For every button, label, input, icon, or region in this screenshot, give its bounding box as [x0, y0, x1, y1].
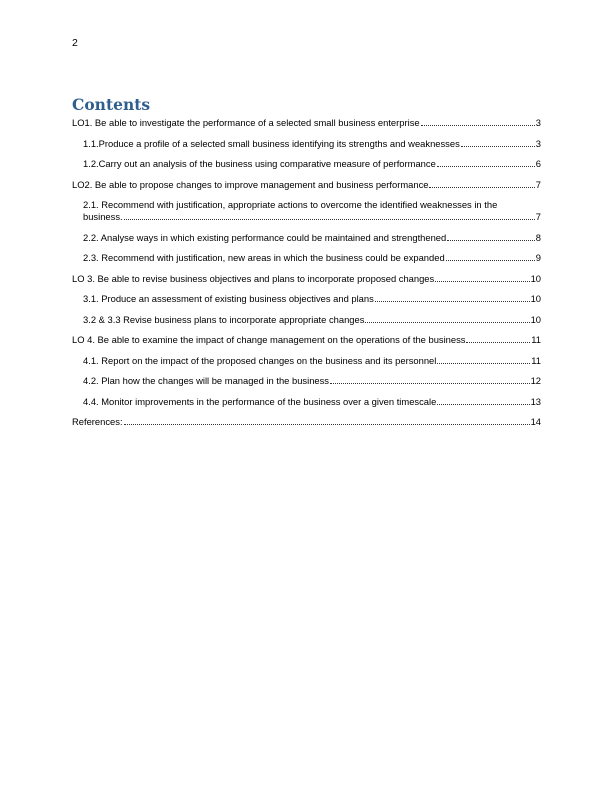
- toc-entry-text: LO2. Be able to propose changes to improve management and business performance: [72, 178, 429, 190]
- toc-entry-page: 7: [535, 178, 541, 190]
- toc-entry-page: 7: [535, 211, 541, 222]
- toc-entry-text: 2.3. Recommend with justification, new areas in which the business could be expanded: [83, 252, 445, 263]
- page-number: 2: [72, 37, 78, 49]
- leader-dots: [446, 259, 535, 261]
- toc-entry-lo1[interactable]: [72, 117, 541, 129]
- toc-entry-text: 4.1. Report on the impact of the proposed changes on the business and its personnel: [83, 354, 437, 366]
- leader-dots: [447, 239, 535, 241]
- toc-entry-page: 3: [535, 117, 541, 128]
- toc-entry-2-2[interactable]: [72, 232, 541, 244]
- toc-entry-text: LO1. Be able to investigate the performance of a selected small business enterprise: [72, 117, 420, 128]
- toc-entry-1-1[interactable]: [72, 138, 541, 150]
- toc-entry-page: 11: [531, 354, 541, 366]
- toc-entry-references[interactable]: [72, 416, 541, 428]
- toc-entry-page: 8: [535, 231, 541, 243]
- toc-entry-text: References:: [72, 416, 123, 427]
- toc-entry-4-4[interactable]: [72, 396, 541, 408]
- toc-entry-4-1[interactable]: [72, 355, 541, 367]
- toc-entry-text: 4.2. Plan how the changes will be managed in the business: [83, 375, 329, 386]
- toc-entry-2-1[interactable]: [72, 199, 541, 223]
- toc-entry-page: 13: [530, 395, 541, 407]
- leader-dots: [375, 300, 530, 302]
- leader-dots: [124, 218, 535, 220]
- leader-dots: [421, 124, 535, 126]
- leader-dots: [437, 362, 530, 364]
- leader-dots: [429, 186, 534, 188]
- toc-entry-page: 10: [530, 313, 541, 325]
- leader-dots: [365, 321, 529, 323]
- toc-entry-text: 2.2. Analyse ways in which existing performance could be maintained and strengthened: [83, 231, 447, 243]
- toc-entry-text: LO 3. Be able to revise business objectives and plans to incorporate proposed changes: [72, 272, 435, 284]
- toc-entry-page: 3: [535, 137, 541, 149]
- toc-entry-text: 1.1.Produce a profile of a selected small business identifying its strengths and weaknesses: [83, 137, 460, 149]
- toc-entry-text: LO 4. Be able to examine the impact of change management on the operations of the business: [72, 334, 466, 345]
- toc-entry-4-2[interactable]: [72, 375, 541, 387]
- toc-entry-1-2[interactable]: [72, 158, 541, 170]
- toc-entry-3-2-3-3[interactable]: [72, 314, 541, 326]
- toc-entry-page: 10: [530, 293, 541, 304]
- toc-entry-lo4[interactable]: [72, 334, 541, 346]
- leader-dots: [435, 280, 529, 282]
- toc-entry-3-1[interactable]: [72, 293, 541, 305]
- toc-entry-page: 11: [531, 334, 541, 345]
- table-of-contents: [72, 117, 541, 437]
- toc-entry-page: 9: [535, 252, 541, 263]
- toc-entry-lo3[interactable]: [72, 273, 541, 285]
- toc-entry-lo2[interactable]: [72, 179, 541, 191]
- toc-entry-page: 6: [535, 158, 541, 169]
- toc-entry-text-line1: 2.1. Recommend with justification, appropriate actions to overcome the identified weaknesses in the: [83, 199, 498, 210]
- leader-dots: [437, 403, 529, 405]
- toc-entry-text: 3.2 & 3.3 Revise business plans to incorporate appropriate changes: [83, 313, 365, 325]
- toc-entry-page: 14: [530, 416, 541, 427]
- toc-heading: Contents: [72, 95, 151, 114]
- leader-dots: [466, 341, 530, 343]
- toc-entry-text: 4.4. Monitor improvements in the performance of the business over a given timescale: [83, 395, 437, 407]
- toc-entry-text-line2: business.: [83, 211, 123, 222]
- toc-entry-text: 1.2.Carry out an analysis of the business using comparative measure of performance: [83, 158, 436, 169]
- leader-dots: [124, 423, 530, 425]
- toc-entry-page: 12: [530, 375, 541, 386]
- leader-dots: [330, 382, 530, 384]
- toc-entry-2-3[interactable]: [72, 252, 541, 264]
- toc-entry-text: 3.1. Produce an assessment of existing business objectives and plans: [83, 293, 374, 304]
- toc-entry-page: 10: [530, 272, 541, 284]
- leader-dots: [461, 145, 535, 147]
- leader-dots: [437, 165, 535, 167]
